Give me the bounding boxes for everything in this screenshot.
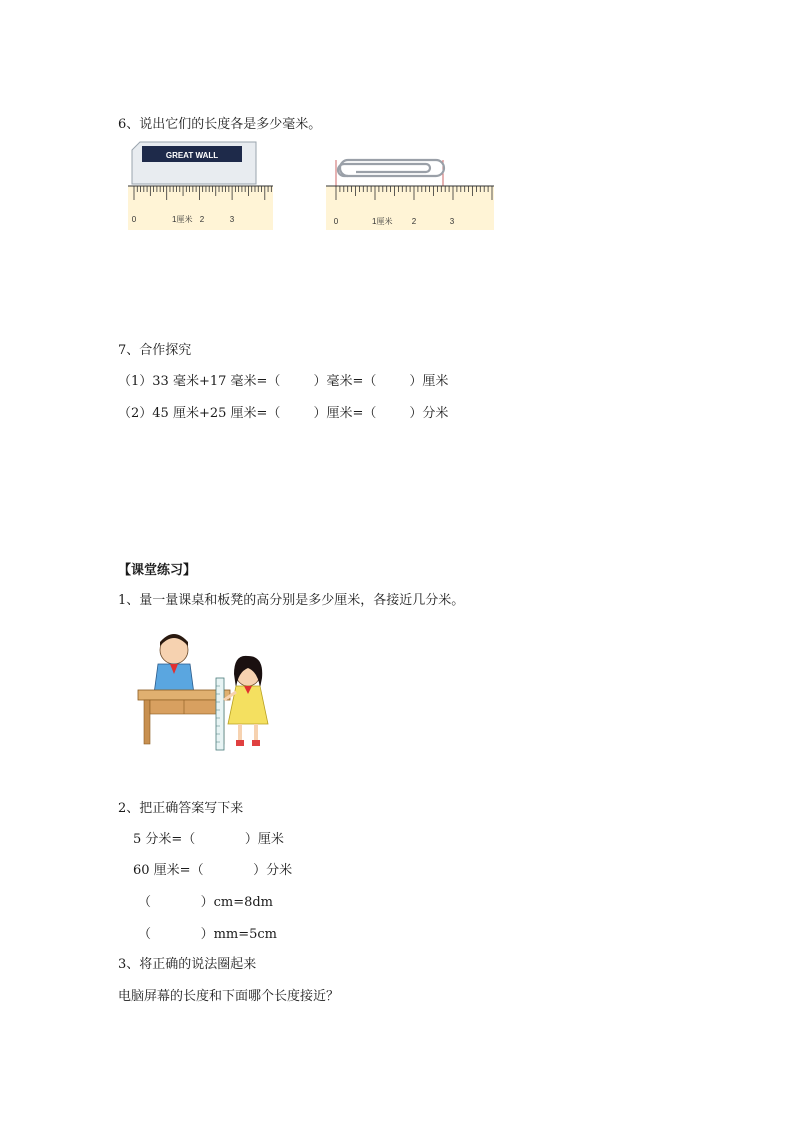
paperclip-ruler-figure — [326, 152, 494, 232]
practice-header: 【课堂练习】 — [118, 563, 197, 578]
ruler1-label-2: 2 — [199, 215, 205, 224]
practice-q2-line-1: 5 分米=（ ）厘米 — [133, 832, 284, 847]
ruler1-label-1: 1厘米 — [172, 215, 193, 224]
ruler1-label-0: 0 — [131, 215, 137, 224]
ruler2-label-0: 0 — [333, 217, 339, 226]
practice-q3-title: 3、将正确的说法圈起来 — [118, 957, 257, 972]
ruler2-label-2: 2 — [411, 217, 417, 226]
practice-q2-line-4: （ ）mm=5cm — [138, 927, 278, 942]
eraser-ruler-figure — [128, 140, 273, 232]
standing-ruler — [216, 678, 224, 750]
q7-line-2: （2）45 厘米+25 厘米=（ ）厘米=（ ）分米 — [118, 406, 449, 421]
practice-q2-line-3: （ ）cm=8dm — [138, 895, 274, 910]
q6-title: 6、说出它们的长度各是多少毫米。 — [118, 117, 322, 132]
ruler2-label-3: 3 — [449, 217, 455, 226]
practice-q2-title: 2、把正确答案写下来 — [118, 801, 244, 816]
ruler-2 — [326, 186, 494, 230]
eraser-brand-text: GREAT WALL — [165, 151, 219, 160]
practice-q3-text: 电脑屏幕的长度和下面哪个长度接近？ — [118, 989, 340, 1004]
kids-desk-illustration — [130, 628, 272, 752]
practice-q2-line-2: 60 厘米=（ ）分米 — [133, 863, 293, 878]
q7-line-1: （1）33 毫米+17 毫米=（ ）毫米=（ ）厘米 — [118, 374, 449, 389]
q7-title: 7、合作探究 — [118, 343, 192, 358]
ruler1-label-3: 3 — [229, 215, 235, 224]
ruler2-label-1: 1厘米 — [372, 217, 393, 226]
practice-q1: 1、量一量课桌和板凳的高分别是多少厘米，各接近几分米。 — [118, 593, 465, 608]
